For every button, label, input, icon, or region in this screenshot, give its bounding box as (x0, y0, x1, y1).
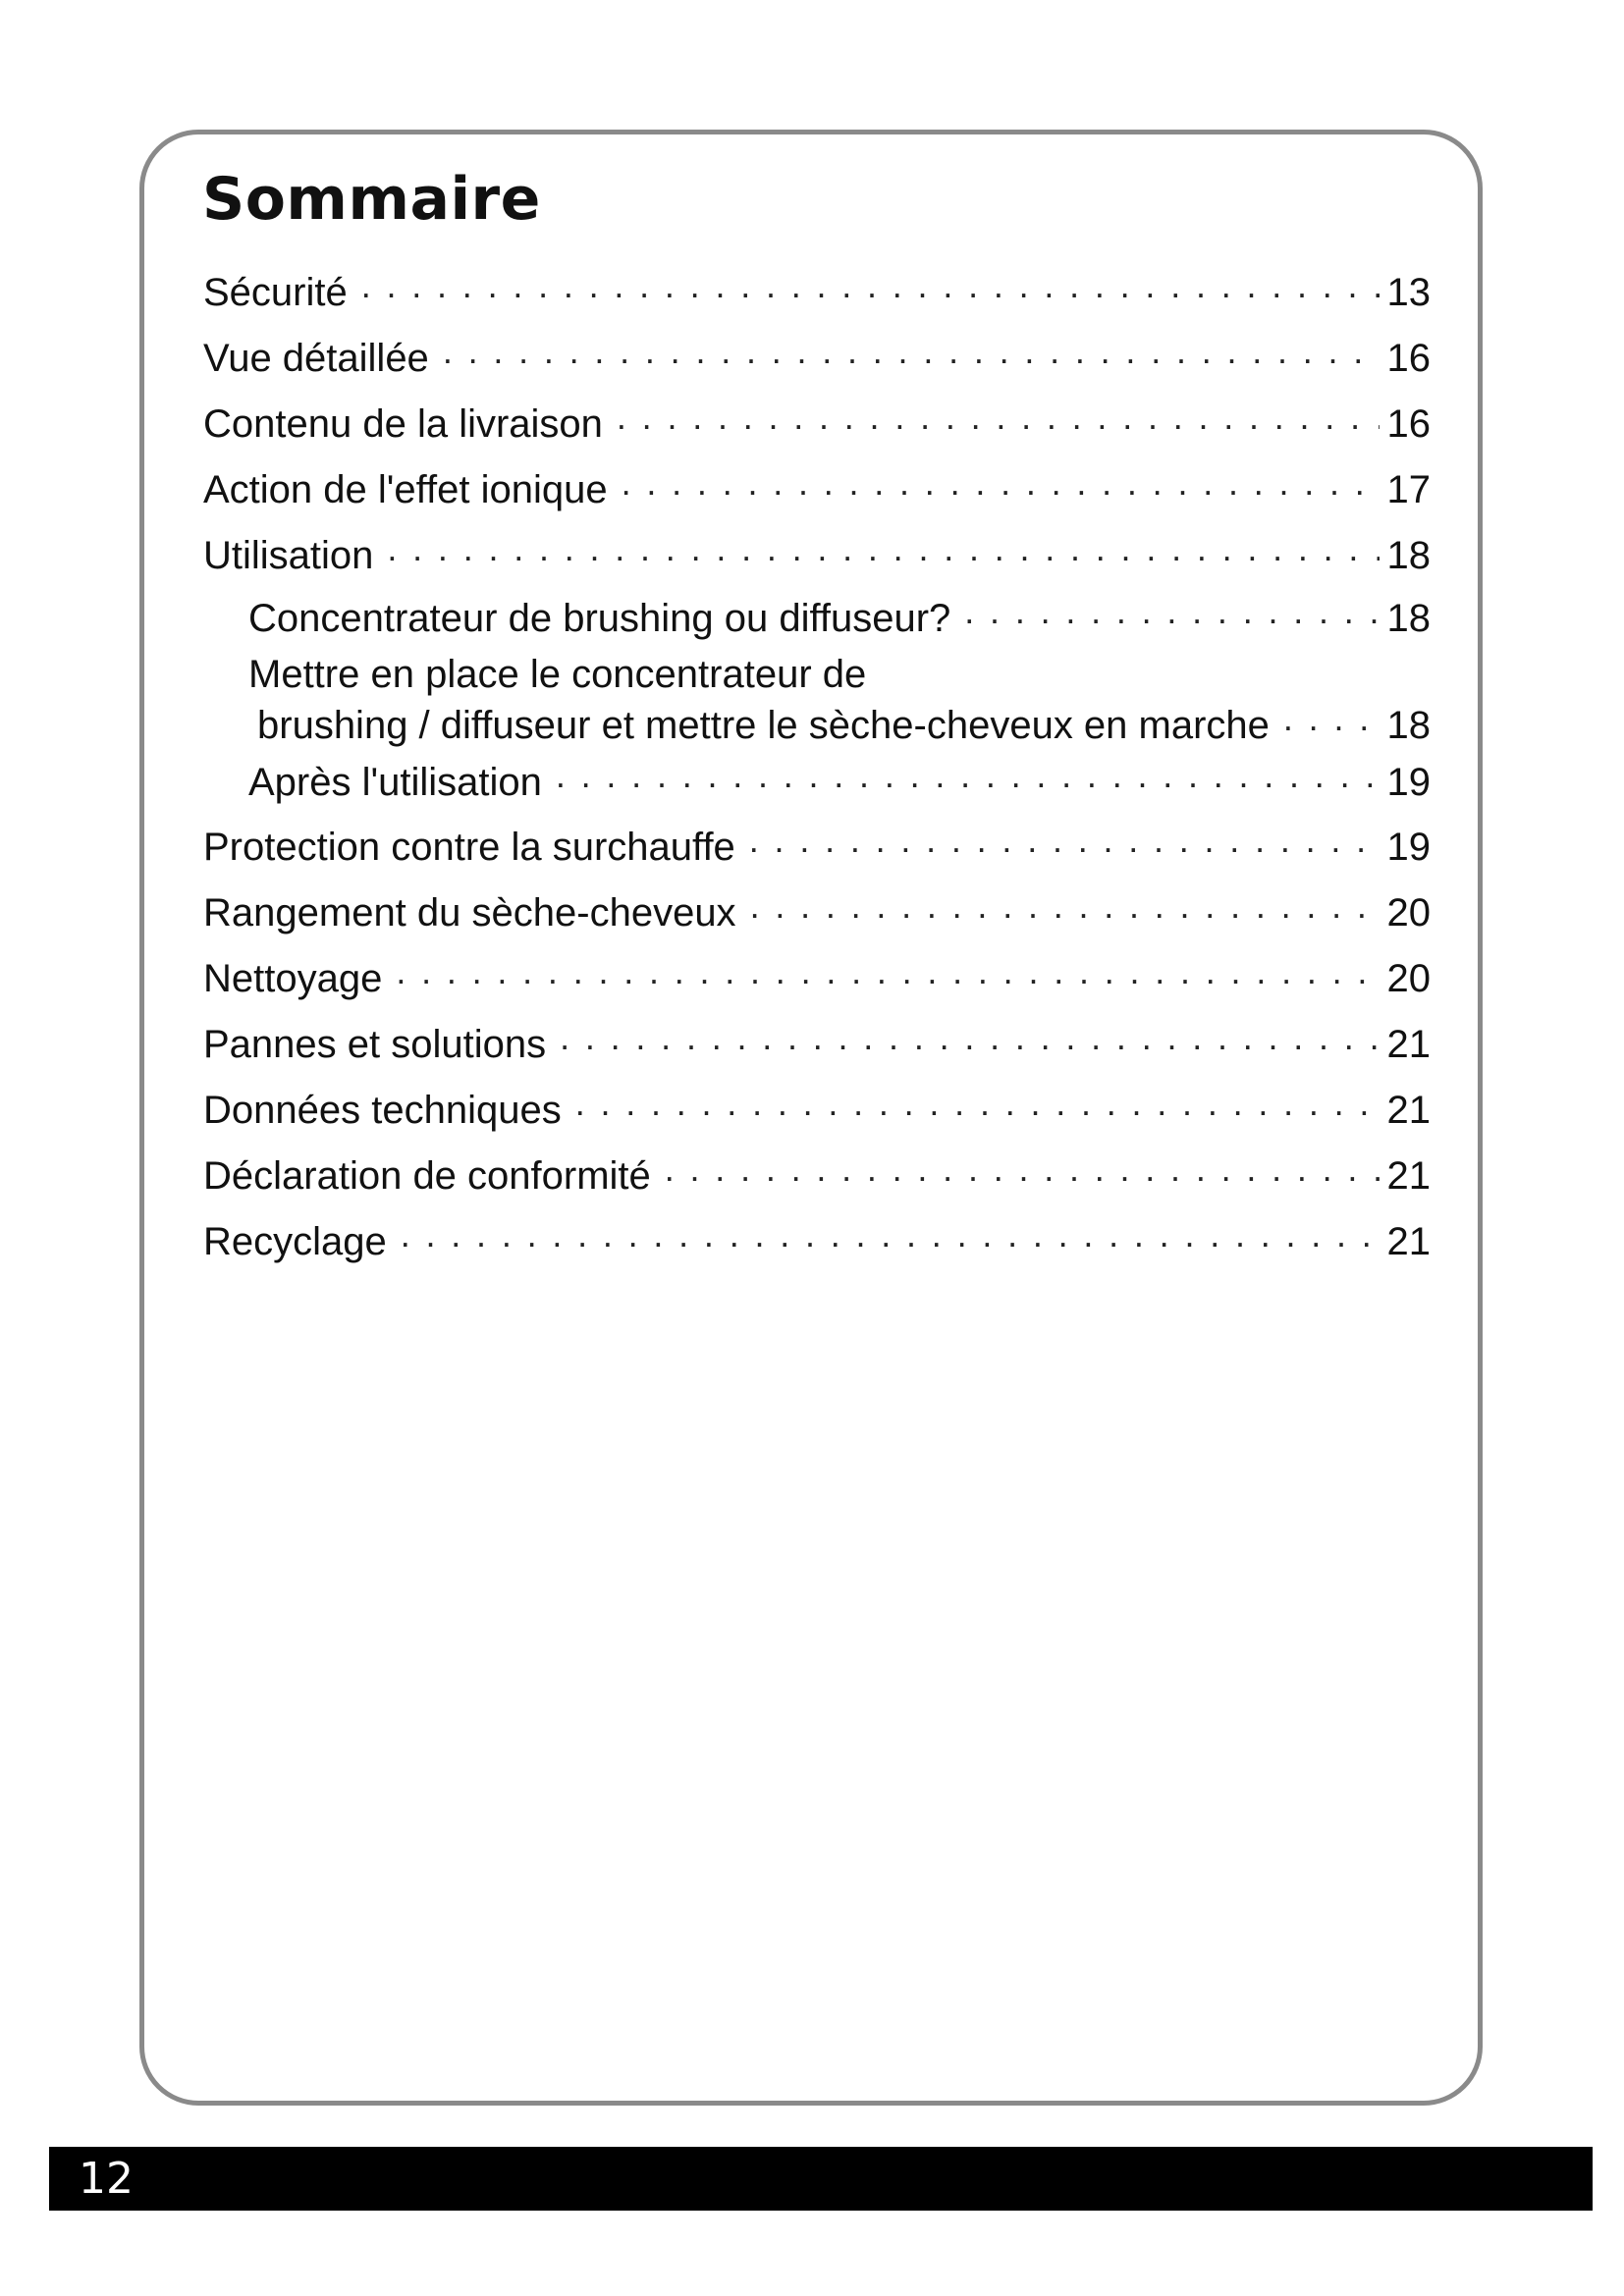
toc-dot-leader (556, 756, 1380, 795)
toc-entry-label: Recyclage (203, 1220, 387, 1263)
toc-entry-label: Après l'utilisation (248, 761, 542, 804)
page-title: Sommaire (202, 165, 541, 234)
toc-dot-leader (750, 886, 1380, 926)
toc-subentry-apres-utilisation[interactable] (203, 750, 1431, 815)
toc-entry-page: 18 (1386, 704, 1431, 747)
toc-entry-label: Vue détaillée (203, 337, 429, 380)
toc-entry-utilisation[interactable] (203, 523, 1431, 589)
toc-entry-label: Mettre en place le concentrateur de (248, 653, 867, 696)
table-of-contents (203, 260, 1431, 1275)
toc-dot-leader (617, 398, 1380, 437)
toc-entry-label: Pannes et solutions (203, 1023, 547, 1066)
toc-dot-leader (749, 821, 1380, 860)
toc-entry-surchauffe[interactable] (203, 815, 1431, 881)
toc-dot-leader (396, 952, 1380, 991)
toc-entry-page: 21 (1386, 1023, 1431, 1066)
toc-entry-page: 16 (1386, 402, 1431, 446)
toc-dot-leader (560, 1018, 1380, 1057)
toc-entry-label: Sécurité (203, 271, 348, 314)
toc-dot-leader (575, 1084, 1380, 1123)
toc-entry-label: Données techniques (203, 1089, 562, 1132)
toc-entry-label: Rangement du sèche-cheveux (203, 891, 736, 934)
page-number: 12 (79, 2154, 134, 2204)
toc-entry-page: 18 (1386, 534, 1431, 577)
toc-entry-page: 19 (1386, 826, 1431, 869)
toc-entry-conformite[interactable] (203, 1144, 1431, 1209)
toc-entry-label: Contenu de la livraison (203, 402, 603, 446)
toc-entry-rangement[interactable] (203, 881, 1431, 946)
toc-entry-label-continued: brushing / diffuseur et mettre le sèche-cheveux en marche (257, 704, 1270, 747)
toc-entry-effet-ionique[interactable] (203, 457, 1431, 523)
toc-dot-leader (387, 529, 1380, 568)
toc-entry-page: 17 (1386, 468, 1431, 511)
toc-entry-donnees-techniques[interactable] (203, 1078, 1431, 1144)
toc-entry-page: 21 (1386, 1154, 1431, 1198)
toc-entry-label: Nettoyage (203, 957, 383, 1000)
toc-dot-leader (622, 463, 1380, 503)
toc-dot-leader (665, 1149, 1380, 1189)
toc-dot-leader (880, 648, 1431, 687)
toc-entry-pannes[interactable] (203, 1012, 1431, 1078)
toc-entry-page: 21 (1386, 1220, 1431, 1263)
toc-dot-leader (401, 1215, 1380, 1255)
toc-dot-leader (1283, 699, 1380, 738)
toc-entry-page: 21 (1386, 1089, 1431, 1132)
toc-dot-leader (964, 592, 1380, 631)
toc-entry-label: Action de l'effet ionique (203, 468, 608, 511)
toc-entry-securite[interactable] (203, 260, 1431, 326)
footer-bar (49, 2147, 1593, 2211)
toc-entry-page: 13 (1386, 271, 1431, 314)
toc-entry-page: 19 (1386, 761, 1431, 804)
toc-entry-page: 20 (1386, 891, 1431, 934)
toc-subentry-mise-en-place-line-1[interactable] (203, 648, 1431, 699)
toc-entry-nettoyage[interactable] (203, 946, 1431, 1012)
toc-entry-label: Déclaration de conformité (203, 1154, 651, 1198)
toc-entry-page: 20 (1386, 957, 1431, 1000)
toc-dot-leader (443, 332, 1380, 371)
toc-subentry-mise-en-place-line-2[interactable] (203, 699, 1431, 750)
toc-entry-page: 16 (1386, 337, 1431, 380)
toc-subentry-concentrateur[interactable] (203, 589, 1431, 648)
toc-entry-label: Utilisation (203, 534, 374, 577)
toc-entry-contenu-livraison[interactable] (203, 392, 1431, 457)
toc-entry-label: Concentrateur de brushing ou diffuseur? (248, 597, 951, 640)
toc-dot-leader (361, 266, 1380, 305)
toc-entry-recyclage[interactable] (203, 1209, 1431, 1275)
toc-entry-label: Protection contre la surchauffe (203, 826, 735, 869)
toc-entry-vue-detaillee[interactable] (203, 326, 1431, 392)
toc-entry-page: 18 (1386, 597, 1431, 640)
